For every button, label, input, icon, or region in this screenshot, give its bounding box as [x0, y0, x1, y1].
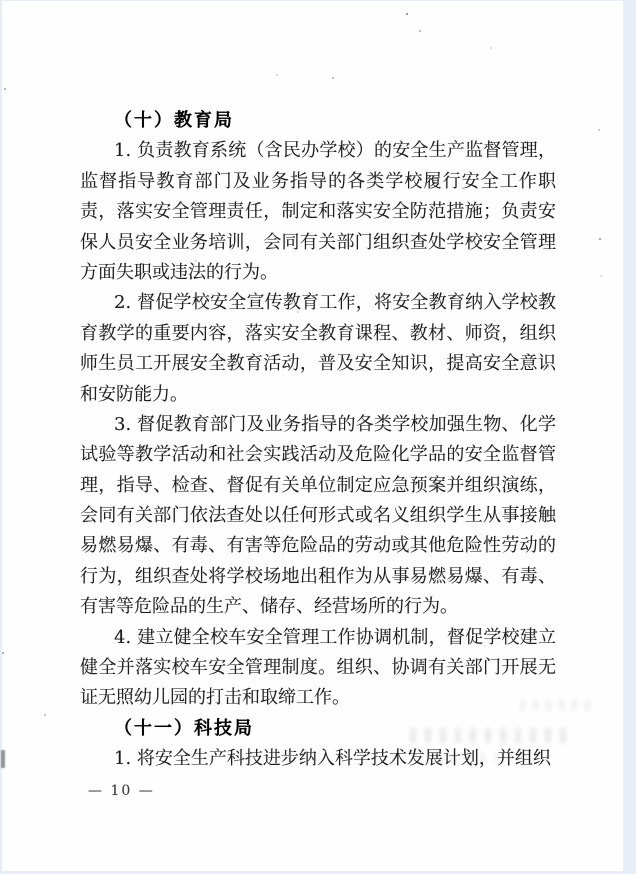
body-line: 2. 督促学校安全宣传教育工作，将安全教育纳入学校教 [114, 292, 556, 314]
body-line: 试验等教学活动和社会实践活动及危险化学品的安全监督管 [80, 444, 556, 466]
scan-edge-top [0, 0, 636, 1]
body-line: 证无照幼儿园的打击和取缔工作。 [80, 687, 350, 709]
body-line: 师生员工开展安全教育活动，普及安全知识，提高安全意识 [80, 353, 556, 375]
body-line: 3. 督促教育部门及业务指导的各类学校加强生物、化学 [114, 413, 556, 435]
scan-edge-left [0, 0, 2, 874]
body-line: 会同有关部门依法查处以任何形式或名义组织学生从事接触 [80, 505, 556, 527]
section-heading: （十一）科技局 [114, 717, 254, 739]
body-line: 理，指导、检查、督促有关单位制定应急预案并组织演练， [80, 474, 556, 496]
body-line: 有害等危险品的生产、储存、经营场所的行为。 [80, 596, 458, 618]
body-line: 方面失职或违法的行为。 [80, 261, 278, 283]
body-line: 健全并落实校车安全管理制度。组织、协调有关部门开展无 [80, 657, 556, 679]
body-line: 行为，组织查处将学校场地出租作为从事易燃易爆、有毒、 [80, 565, 556, 587]
body-line: 和安防能力。 [80, 383, 188, 405]
body-line: 监督指导教育部门及业务指导的各类学校履行安全工作职 [80, 170, 556, 192]
section-heading: （十）教育局 [114, 110, 234, 131]
paragraph [80, 410, 556, 623]
paragraph [80, 288, 556, 410]
body-line: 4. 建立健全校车安全管理工作协调机制，督促学校建立 [114, 626, 556, 648]
scan-edge-right [623, 0, 636, 874]
body-line: 育教学的重要内容，落实安全教育课程、教材、师资，组织 [80, 322, 556, 344]
body-line: 保人员安全业务培训，会同有关部门组织查处学校安全管理 [80, 231, 556, 253]
body-line: 责，落实安全管理责任，制定和落实安全防范措施；负责安 [80, 201, 556, 223]
scan-edge-smear [1, 750, 5, 768]
body-line: 1. 负责教育系统（含民办学校）的安全生产监督管理， [114, 140, 556, 162]
paragraph [80, 623, 556, 714]
paragraph [80, 744, 556, 774]
document-body [80, 106, 556, 775]
body-line: 易燃易爆、有毒、有害等危险品的劳动或其他危险性劳动的 [80, 535, 556, 557]
paragraph [80, 136, 556, 288]
page-number: — 10 — [88, 783, 155, 799]
body-line: 1. 将安全生产科技进步纳入科学技术发展计划，并组织 [114, 748, 551, 770]
